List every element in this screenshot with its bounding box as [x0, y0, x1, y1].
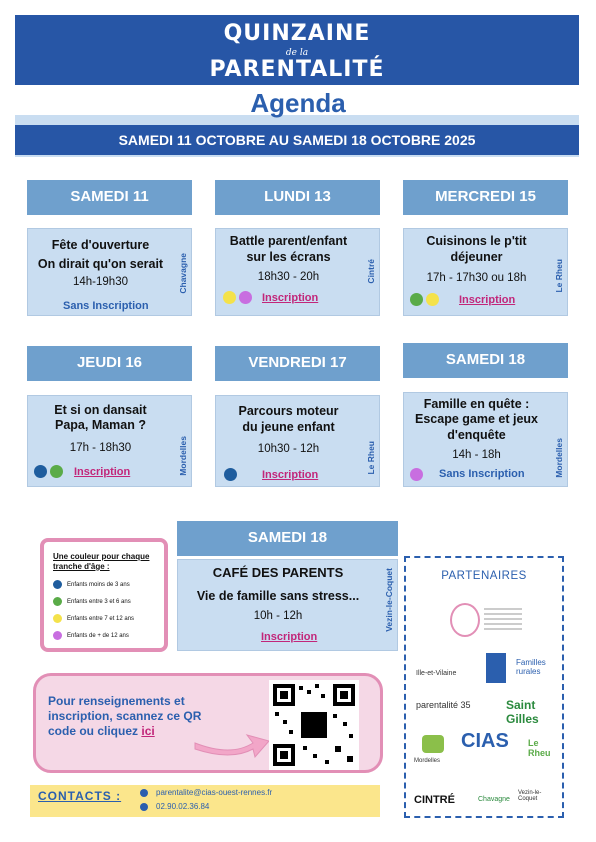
agenda-heading: Agenda — [250, 88, 346, 118]
cias-logo: CIAS — [461, 730, 509, 752]
event-title: Escape game et jeux — [415, 412, 538, 426]
title-line-2: de la — [285, 48, 309, 58]
event-card — [403, 228, 568, 316]
event-title: On dirait qu'on serait — [37, 257, 164, 271]
email-icon — [140, 789, 148, 797]
contacts-label: CONTACTS : — [38, 789, 122, 803]
info-link[interactable]: ici — [141, 724, 155, 738]
event-time: 10h30 - 12h — [257, 443, 320, 455]
event-card — [215, 395, 380, 487]
registration-note: Sans Inscription — [63, 300, 149, 312]
inscription-link[interactable]: Inscription — [262, 469, 319, 481]
event-title: Parcours moteur — [238, 404, 339, 418]
inscription-link[interactable]: Inscription — [459, 294, 516, 306]
legend-dot-yellow — [53, 614, 62, 623]
age-dot-green — [410, 293, 423, 306]
age-dot-green — [50, 465, 63, 478]
chavagne-logo: Chavagne — [478, 796, 510, 803]
event-title: du jeune enfant — [242, 420, 335, 434]
legend-title: Une couleur pour chaque tranche d'âge : — [53, 552, 150, 571]
event-location: Mordelles — [178, 436, 188, 476]
ille-et-vilaine-logo: Ille-et-Vilaine — [416, 670, 457, 677]
caf-logo-text — [484, 608, 522, 632]
contacts-bar — [30, 785, 380, 817]
age-dot-blue — [224, 468, 237, 481]
cpam-logo-icon — [486, 653, 506, 683]
event-time: 10h - 12h — [253, 610, 303, 622]
legend-label: Enfants entre 7 et 12 ans — [67, 616, 135, 623]
qr-code-icon[interactable] — [269, 680, 359, 770]
title-banner — [15, 15, 579, 85]
cintre-logo: CINTRÉ — [414, 794, 455, 806]
day-header-jeudi-16: JEUDI 16 — [27, 346, 192, 381]
day-header-samedi-18: SAMEDI 18 — [403, 343, 568, 378]
event-time: 17h - 18h30 — [69, 442, 132, 454]
event-time: 17h - 17h30 ou 18h — [426, 272, 527, 284]
day-header-lundi-13: LUNDI 13 — [215, 180, 380, 215]
day-header-samedi-18-cafe: SAMEDI 18 — [177, 521, 398, 556]
event-title: CAFÉ DES PARENTS — [212, 565, 344, 580]
age-dot-yellow — [223, 291, 236, 304]
parentalite-logo: parentalité 35 — [416, 700, 471, 710]
saint-gilles-logo: Saint Gilles — [506, 698, 539, 726]
day-header-mercredi-15: MERCREDI 15 — [403, 180, 568, 215]
inscription-link[interactable]: Inscription — [74, 466, 131, 478]
info-box — [33, 673, 383, 773]
event-location: Cintré — [366, 259, 376, 284]
legend-row — [53, 580, 130, 589]
inscription-link[interactable]: Inscription — [262, 292, 319, 304]
legend-row — [53, 597, 131, 606]
event-card — [27, 395, 192, 487]
event-location: Le Rheu — [366, 441, 376, 475]
legend-row — [53, 614, 134, 623]
event-location: Chavagne — [178, 253, 188, 294]
day-header-samedi-11: SAMEDI 11 — [27, 180, 192, 215]
mordelles-logo: Mordelles — [414, 758, 441, 764]
event-card — [177, 559, 398, 651]
age-dot-purple — [239, 291, 252, 304]
partners-box — [404, 556, 564, 818]
event-title: Vie de famille sans stress... — [196, 589, 360, 603]
event-card — [215, 228, 380, 316]
day-header-vendredi-17: VENDREDI 17 — [215, 346, 380, 381]
event-title: Cuisinons le p'tit — [426, 234, 527, 248]
event-title: d'enquête — [447, 428, 506, 442]
pointing-arrow-icon — [191, 721, 271, 761]
legend-dot-purple — [53, 631, 62, 640]
mordelles-logo-icon — [422, 735, 444, 753]
event-location: Mordelles — [554, 438, 564, 478]
event-title: Papa, Maman ? — [55, 418, 146, 432]
event-time: 18h30 - 20h — [257, 271, 320, 283]
legend-label: Enfants de + de 12 ans — [67, 633, 129, 640]
event-location: Le Rheu — [554, 259, 564, 293]
registration-note: Sans Inscription — [439, 468, 525, 480]
phone-icon — [140, 803, 148, 811]
contact-email-row — [140, 788, 272, 797]
event-title: Famille en quête : — [423, 397, 530, 411]
contact-phone-row — [140, 802, 209, 811]
legend-row — [53, 631, 129, 640]
contact-email[interactable]: parentalite@cias-ouest-rennes.fr — [156, 788, 273, 797]
event-title: Battle parent/enfant — [229, 234, 348, 248]
caf-logo-icon — [450, 603, 480, 637]
legend-dot-blue — [53, 580, 62, 589]
age-legend — [40, 538, 168, 652]
date-banner — [15, 125, 579, 155]
event-title: Et si on dansait — [54, 403, 147, 417]
event-time: 14h - 18h — [452, 449, 501, 461]
event-title: Fête d'ouverture — [51, 238, 150, 252]
age-dot-purple — [410, 468, 423, 481]
title-line-3: PARENTALITÉ — [209, 57, 385, 82]
age-dot-yellow — [426, 293, 439, 306]
event-card — [27, 228, 192, 316]
legend-label: Enfants entre 3 et 6 ans — [67, 599, 131, 606]
legend-dot-green — [53, 597, 62, 606]
partners-title: PARTENAIRES — [441, 570, 527, 582]
title-line-1: QUINZAINE — [223, 21, 371, 46]
info-body: Pour renseignements et inscription, scannez ce QR code ou cliquez — [48, 694, 202, 738]
event-title: déjeuner — [450, 250, 503, 264]
info-text — [48, 694, 208, 739]
event-time: 14h-19h30 — [73, 276, 128, 288]
date-range: SAMEDI 11 OCTOBRE AU SAMEDI 18 OCTOBRE 2025 — [118, 132, 476, 148]
contact-phone[interactable]: 02.90.02.36.84 — [156, 802, 210, 811]
event-title: sur les écrans — [246, 250, 331, 264]
le-rheu-logo: Le Rheu — [528, 738, 551, 758]
age-dot-blue — [34, 465, 47, 478]
event-location: Vezin-le-Coquet — [384, 568, 394, 632]
event-card — [403, 392, 568, 487]
vezin-le-coquet-logo: Vezin-le-Coquet — [518, 790, 542, 802]
familles-rurales-logo: Familles rurales — [516, 658, 546, 676]
legend-label: Enfants moins de 3 ans — [67, 582, 130, 589]
inscription-link[interactable]: Inscription — [261, 631, 318, 643]
